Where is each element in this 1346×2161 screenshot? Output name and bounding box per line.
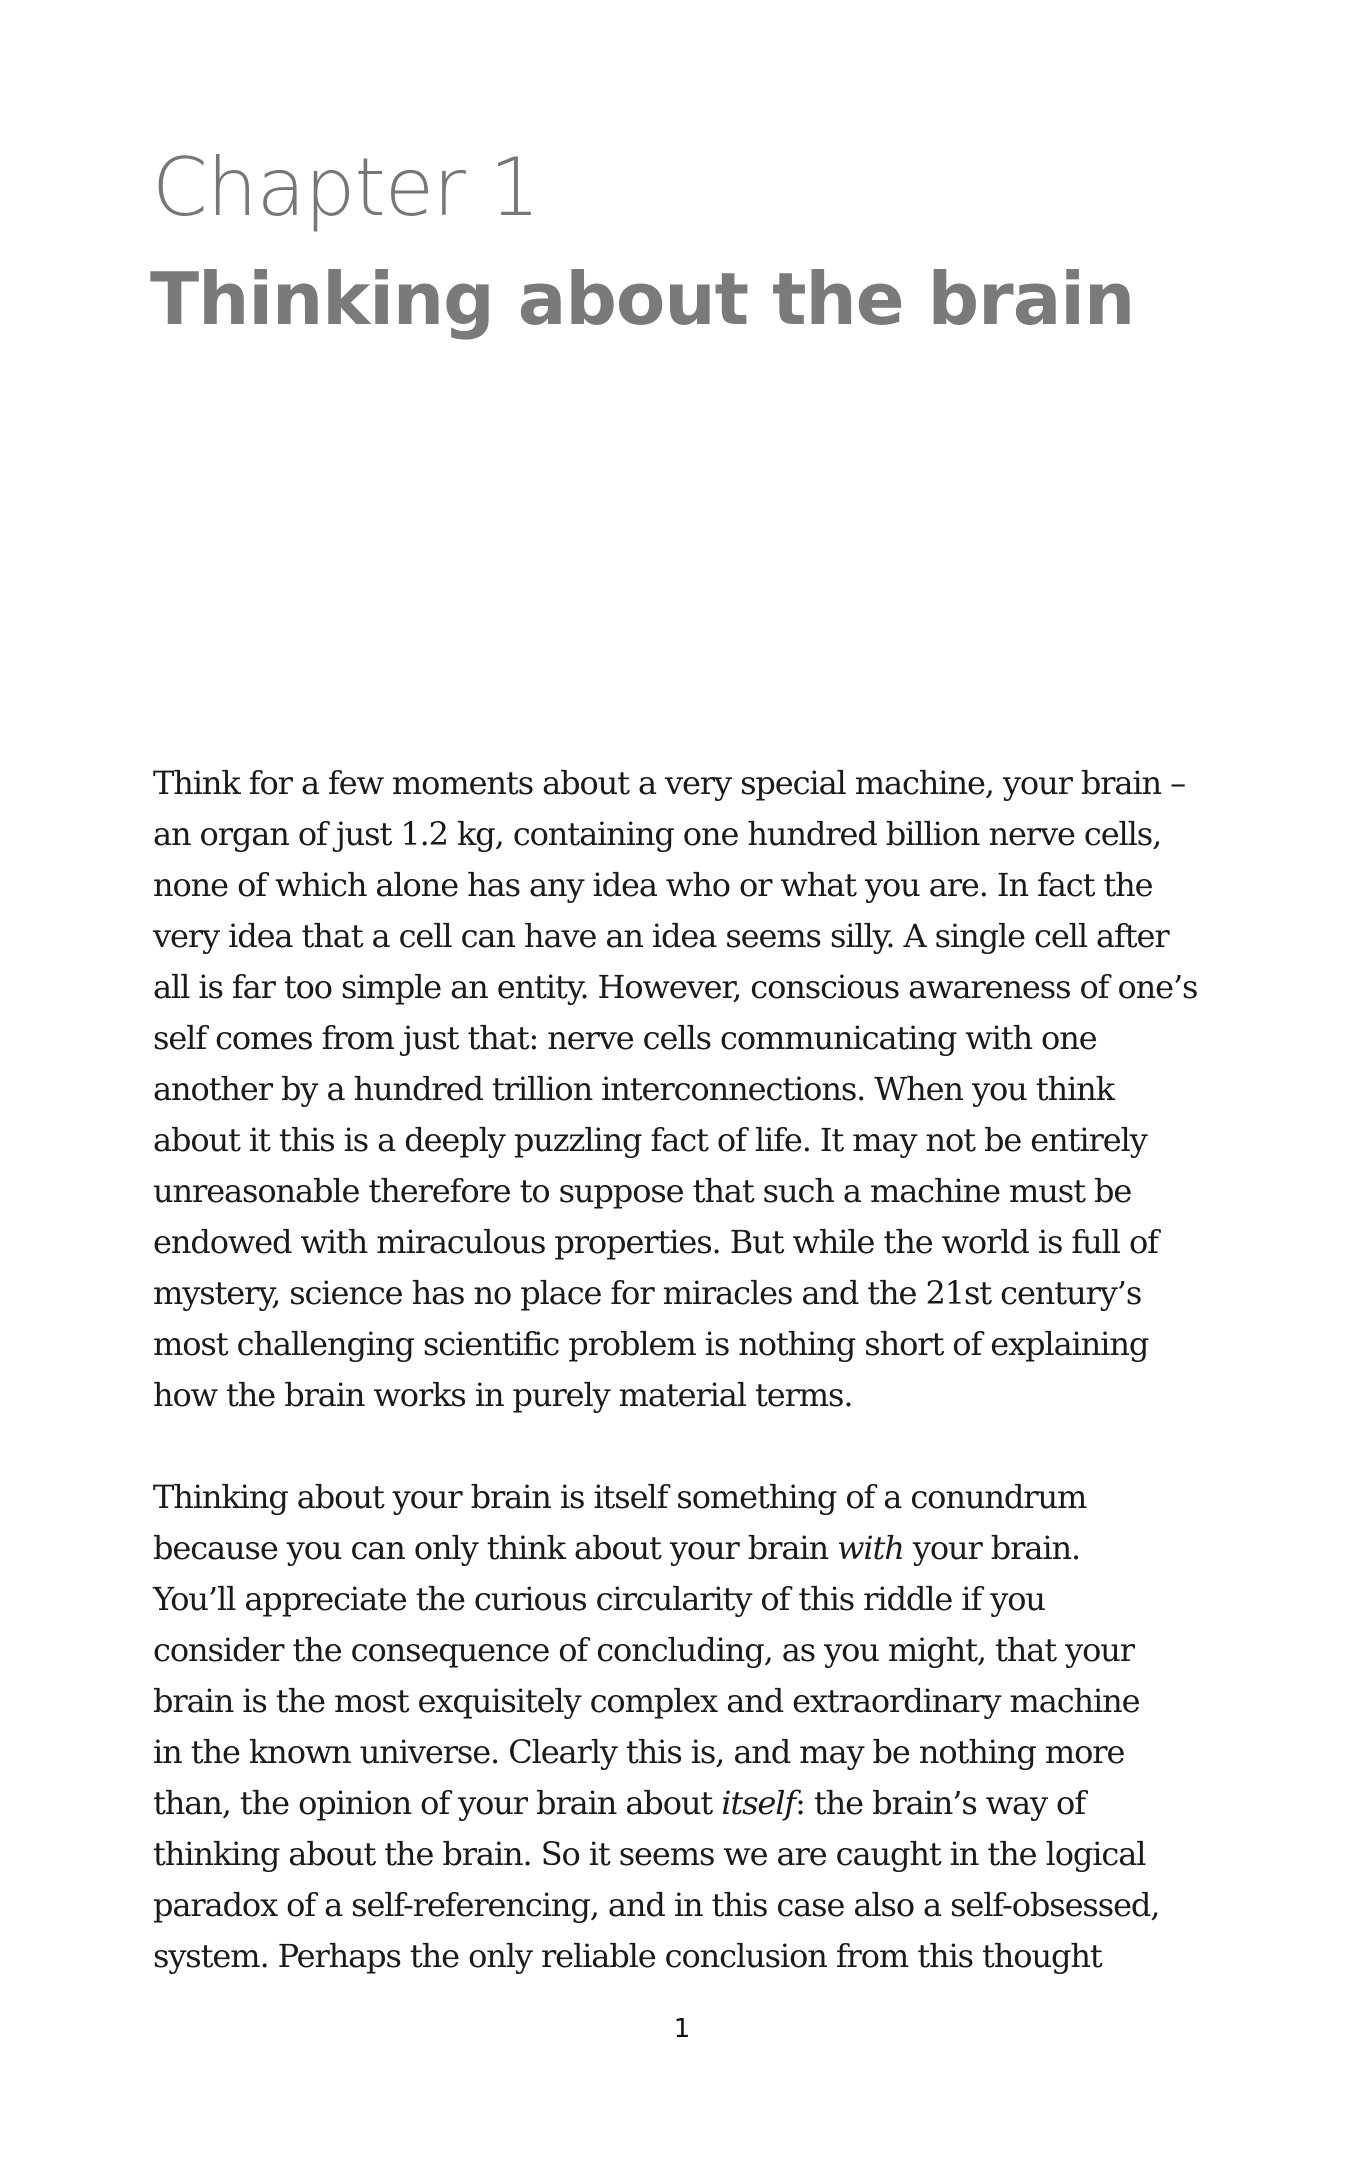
text-line: paradox of a self-referencing, and in this case also a self-obsessed, [153,1886,1160,1924]
text-line: about it this is a deeply puzzling fact of life. It may not be entirely [153,1121,1147,1159]
text-line: Think for a few moments about a very special machine, your brain – [153,764,1186,802]
text-line: Thinking about your brain is itself something of a conundrum [153,1478,1087,1516]
chapter-label: Chapter 1 [152,141,540,234]
text-line: You’ll appreciate the curious circularity of this riddle if you [153,1580,1045,1618]
page-number: 1 [673,2014,691,2044]
text-line: endowed with miraculous properties. But while the world is full of [153,1223,1158,1261]
text-line: consider the consequence of concluding, as you might, that your [153,1631,1134,1669]
text-line: most challenging scientific problem is nothing short of explaining [153,1325,1149,1363]
text-segment: because you can only think about your brain [153,1529,838,1567]
text-line [153,1523,1218,1574]
emphasis-with: with [837,1529,904,1567]
text-line: none of which alone has any idea who or what you are. In fact the [153,866,1153,904]
text-segment: : the brain’s way of [795,1784,1085,1822]
text-line: an organ of just 1.2 kg, containing one hundred billion nerve cells, [153,815,1162,853]
text-line: system. Perhaps the only reliable conclusion from this thought [153,1937,1102,1975]
emphasis-itself: itself [721,1784,796,1822]
paragraph-2 [153,1472,1218,1982]
text-segment: your brain. [903,1529,1081,1567]
text-line: unreasonable therefore to suppose that such a machine must be [153,1172,1132,1210]
text-line: in the known universe. Clearly this is, and may be nothing more [153,1733,1125,1771]
chapter-title: Thinking about the brain [150,257,1135,341]
text-segment: than, the opinion of your brain about [153,1784,722,1822]
text-line: mystery, science has no place for miracles and the 21st century’s [153,1274,1142,1312]
text-line: another by a hundred trillion interconnections. When you think [153,1070,1114,1108]
paragraph-1 [153,758,1218,1421]
text-line: self comes from just that: nerve cells communicating with one [153,1019,1097,1057]
text-line [153,1778,1218,1829]
text-line: how the brain works in purely material terms. [153,1376,853,1414]
text-line: very idea that a cell can have an idea seems silly. A single cell after [153,917,1169,955]
text-line: brain is the most exquisitely complex and extraordinary machine [153,1682,1140,1720]
text-line: all is far too simple an entity. However, conscious awareness of one’s [153,968,1198,1006]
text-line: thinking about the brain. So it seems we are caught in the logical [153,1835,1146,1873]
